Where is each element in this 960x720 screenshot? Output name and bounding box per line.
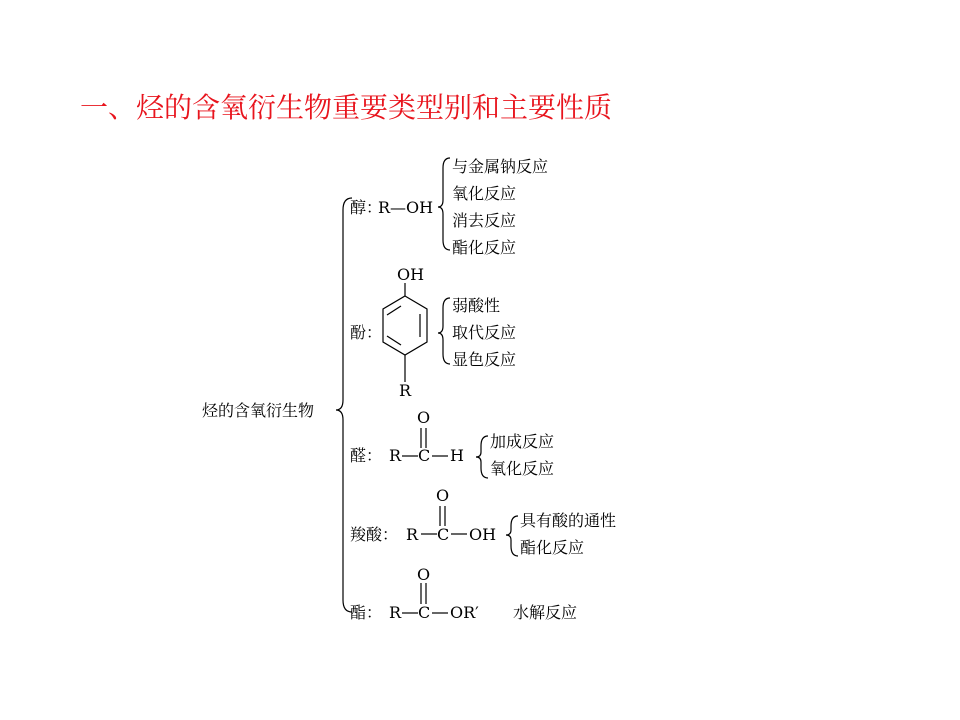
phenol-label: 酚： xyxy=(350,323,383,342)
acid-oh: OH xyxy=(469,525,497,544)
ester-or: OR′ xyxy=(450,603,479,622)
ester-o: O xyxy=(417,565,431,584)
alcohol-prop-4: 酯化反应 xyxy=(452,238,517,257)
page-title: 一、烃的含氧衍生物重要类型别和主要性质 xyxy=(80,91,613,124)
acid-c: C xyxy=(437,525,450,544)
phenol-prop-1: 弱酸性 xyxy=(452,296,501,315)
acid-label: 羧酸： xyxy=(350,525,399,544)
root-label: 烃的含氧衍生物 xyxy=(202,401,315,420)
acid-brace xyxy=(506,516,518,556)
main-brace xyxy=(336,198,352,612)
alcohol-formula: R—OH xyxy=(378,198,434,217)
ester-c: C xyxy=(418,603,431,622)
alcohol-label: 醇： xyxy=(350,198,383,217)
phenol-prop-3: 显色反应 xyxy=(452,350,517,369)
phenol-oh: OH xyxy=(397,265,425,284)
alcohol-prop-2: 氧化反应 xyxy=(452,184,517,203)
acid-prop-2: 酯化反应 xyxy=(520,538,585,557)
aldehyde-label: 醛： xyxy=(350,446,383,465)
aldehyde-r: R xyxy=(389,446,402,465)
ester-prop-1: 水解反应 xyxy=(513,603,578,622)
phenol-brace xyxy=(438,298,450,364)
alcohol-brace xyxy=(438,158,450,250)
phenol-r: R xyxy=(399,381,412,400)
aldehyde-c: C xyxy=(418,446,431,465)
alcohol-prop-1: 与金属钠反应 xyxy=(452,157,549,176)
aldehyde-h: H xyxy=(450,446,464,465)
aldehyde-o: O xyxy=(417,408,431,427)
acid-r: R xyxy=(406,525,419,544)
ester-label: 酯： xyxy=(350,603,383,622)
aldehyde-prop-2: 氧化反应 xyxy=(490,459,555,478)
ester-r: R xyxy=(389,603,402,622)
phenol-prop-2: 取代反应 xyxy=(452,323,517,342)
aldehyde-prop-1: 加成反应 xyxy=(490,432,555,451)
acid-o: O xyxy=(436,486,450,505)
aldehyde-brace xyxy=(476,436,488,478)
acid-prop-1: 具有酸的通性 xyxy=(520,511,617,530)
alcohol-prop-3: 消去反应 xyxy=(452,211,517,230)
